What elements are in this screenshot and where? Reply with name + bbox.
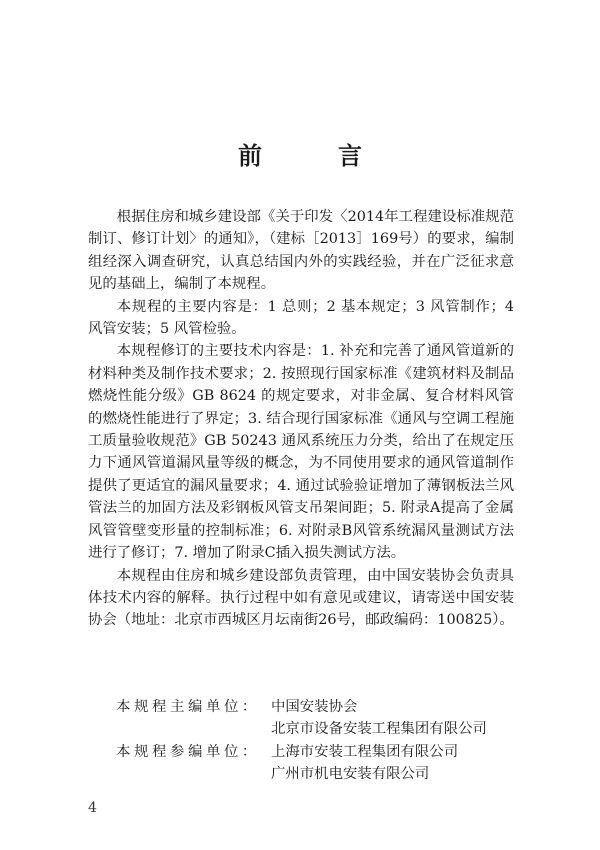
- participating-editor-unit: 上海市安装工程集团有限公司: [271, 743, 459, 760]
- paragraph-main-content: 本规程的主要内容是：1 总则；2 基本规定；3 风管制作；4 风管安装；5 风管检验。: [88, 298, 514, 338]
- participating-editor-unit: 广州市机电安装有限公司: [271, 766, 430, 783]
- page-title: 前 言: [238, 142, 388, 170]
- paragraph-management: 本规程由住房和城乡建设部负责管理，由中国安装协会负责具体技术内容的解释。执行过程中如有意见或建议，请寄送中国安装协会（地址：北京市西城区月坛南街26号，邮政编码：100825）。: [88, 567, 514, 629]
- unit-label-spacer: [88, 718, 271, 740]
- chief-editor-row-1: [88, 696, 528, 718]
- paragraph-basis: 根据住房和城乡建设部《关于印发〈2014年工程建设标准规范制订、修订计划〉的通知》，（建标［2013］169号）的要求，编制组经深入调查研究，认真总结国内外的实践经验，并在广泛征求意见的基础上，编制了本规程。: [88, 209, 514, 293]
- chief-editor-row-2: [88, 718, 528, 740]
- editing-units: [88, 696, 528, 786]
- participating-editor-row-2: [88, 763, 528, 785]
- unit-label-spacer: [88, 763, 271, 785]
- chief-editor-unit: 北京市设备安装工程集团有限公司: [271, 721, 487, 738]
- participating-editor-row-1: [88, 741, 528, 763]
- chief-editor-label: 本规程主编单位：: [116, 699, 260, 715]
- page-number: 4: [88, 800, 97, 816]
- paragraph-revisions: 本规程修订的主要技术内容是：1. 补充和完善了通风管道新的材料种类及制作技术要求；2. 按照现行国家标准《建筑材料及制品燃烧性能分级》GB 8624 的规定要求，对非金属、复合材料风管的燃烧性能进行了界定；3. 结合现行国家标准《通风与空调工程施工质量验收规范》GB 50243 通风系统压力分类，给出了在规定压力下通风管道漏风量等级的概念，为不同使用要求的通风管道制作提供了更适宜的漏风量要求；4. 通过试验验证增加了薄钢板法兰风管法兰的加固方法及彩钢板风管支吊架间距；5. 附录A提高了金属风管管壁变形量的控制标准；6. 对附录B风管系统漏风量测试方法进行了修订；7. 增加了附录C插入损失测试方法。: [88, 343, 514, 562]
- participating-editor-label: 本规程参编单位：: [116, 743, 260, 760]
- chief-editor-unit: 中国安装协会: [271, 699, 358, 715]
- preface-body: [88, 206, 514, 632]
